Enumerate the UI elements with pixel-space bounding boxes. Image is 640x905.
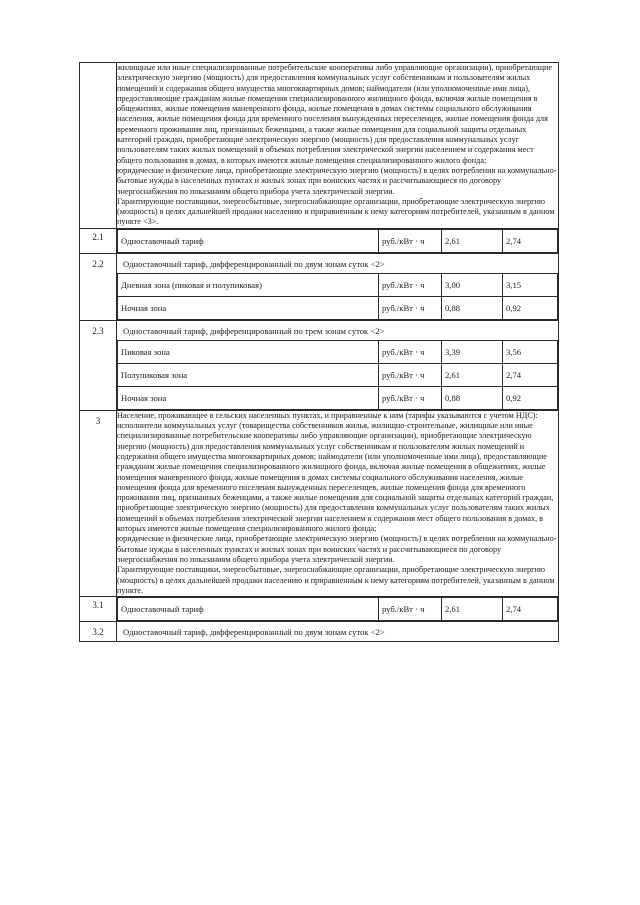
tariff-group-title: Одноставочный тариф, дифференцированный по трем зонам суток <2> — [123, 325, 385, 336]
unit-label: руб./кВт · ч — [379, 363, 442, 386]
tariff-value-1: 2,61 — [442, 363, 503, 386]
paragraph: Население, проживающее в сельских населенных пунктах, и приравненные к ним (тарифы указываются с учетом НДС): — [117, 410, 538, 420]
tariff-label: Одноставочный тариф — [118, 229, 379, 252]
row-number: 2.3 — [80, 320, 117, 410]
zone-label: Полупиковая зона — [118, 363, 379, 386]
row-number: 2.2 — [80, 253, 117, 320]
zone-label: Дневная зона (пиковая и полупиковая) — [118, 273, 379, 296]
row-2-3 — [80, 320, 559, 410]
unit-label: руб./кВт · ч — [379, 386, 442, 409]
row-2-3-content — [117, 320, 559, 410]
tariff-value-1: 3,00 — [442, 273, 503, 296]
row-number: 3 — [80, 410, 117, 596]
table-row — [118, 340, 558, 363]
paragraph: юридические и физические лица, приобретающие электрическую энергию (мощность) в целях потребления на коммунально-бытовые нужды в населенных пунктах и жилых зонах при воинских частях и рассчитывающиеся по договору энергоснабжения по показаниям общего прибора учета электрической энергии. — [117, 534, 557, 564]
row-2-1 — [80, 228, 559, 253]
paragraph: Гарантирующие поставщики, энергосбытовые, энергоснабжающие организации, приобретающие электрическую энергию (мощность) в целях дальнейшей продажи населению и приравненным к нему категориям потребителей, указанным в данном пункте <3>. — [117, 196, 555, 227]
zone-label: Пиковая зона — [118, 340, 379, 363]
tariff-value-2: 0,92 — [503, 296, 558, 319]
section3-text — [117, 410, 559, 596]
unit-label: руб./кВт · ч — [379, 229, 442, 252]
tariff-value-1: 2,61 — [442, 598, 503, 621]
unit-label: руб./кВт · ч — [379, 296, 442, 319]
row-3-2 — [80, 622, 559, 642]
row-number-empty — [80, 63, 117, 229]
section2-text — [117, 63, 559, 229]
row-3-1 — [80, 597, 559, 622]
zone-label: Ночная зона — [118, 296, 379, 319]
section3-row — [80, 410, 559, 596]
tariff-value-2: 3,15 — [503, 273, 558, 296]
tariff-value-2: 2,74 — [503, 363, 558, 386]
unit-label: руб./кВт · ч — [379, 273, 442, 296]
tariff-value-1: 0,88 — [442, 296, 503, 319]
tariff-value-2: 2,74 — [503, 598, 558, 621]
tariff-group-title: Одноставочный тариф, дифференцированный по двум зонам суток <2> — [123, 258, 385, 269]
row-number: 3.1 — [80, 597, 117, 622]
row-3-2-content — [117, 622, 559, 642]
paragraph: юридические и физические лица, приобретающие электрическую энергию (мощность) в целях потребления на коммунально-бытовые нужды в населенных пунктах и жилых зонах при воинских частях и рассчитывающиеся по договору энергоснабжения по показаниям общего прибора учета электрической энергии. — [117, 165, 557, 196]
tariff-value-2: 2,74 — [503, 229, 558, 252]
paragraph: исполнители коммунальных услуг (товарищества собственников жилья, жилищно-строительные, жилищные или иные специализированные потребительские кооперативы либо управляющие организации), приобретающие электрическую энергию (мощность) для предоставления коммунальных услуг собственникам и пользователям жилых помещений и содержания общего имущества многоквартирных домов; наймодатели (или уполномоченные ими лица), предоставляющие гражданам жилые помещения специализированного жилищного фонда, включая жилые помещения в общежитиях, жилые помещения маневренного фонда, жилые помещения в домах системы социального обслуживания населения, жилые помещения фонда для временного поселения вынужденных переселенцев, жилые помещения фонда для временного проживания лиц, признанных беженцами, а также жилые помещения для социальной защиты отдельных категорий граждан, приобретающие электрическую энергию (мощность) для предоставления коммунальных услуг пользователям таких жилых помещений в объемах потребления электрической энергии населением и содержания мест общего пользования в домах, в которых имеются жилые помещения специализированного жилого фонда; — [117, 421, 554, 534]
section2-continuation-row — [80, 63, 559, 229]
row-number: 2.1 — [80, 228, 117, 253]
unit-label: руб./кВт · ч — [379, 340, 442, 363]
row-2-1-content — [117, 228, 559, 253]
row-2-2 — [80, 253, 559, 320]
zone-label: Ночная зона — [118, 386, 379, 409]
table-row — [118, 296, 558, 319]
tariff-value-1: 0,88 — [442, 386, 503, 409]
table-row — [118, 386, 558, 409]
tariff-value-2: 3,56 — [503, 340, 558, 363]
paragraph: Гарантирующие поставщики, энергосбытовые, энергоснабжающие организации, приобретающие электрическую энергию (мощность) в целях дальнейшей продажи населению и приравненным к нему категориям потребителей, указанным в данном пункте. — [117, 565, 555, 595]
tariff-label: Одноставочный тариф — [118, 598, 379, 621]
table-row — [118, 273, 558, 296]
unit-label: руб./кВт · ч — [379, 598, 442, 621]
row-3-1-content — [117, 597, 559, 622]
row-2-2-content — [117, 253, 559, 320]
tariff-group-title: Одноставочный тариф, дифференцированный по двум зонам суток <2> — [123, 627, 385, 638]
paragraph: жилищные или иные специализированные потребительские кооперативы либо управляющие организации), приобретающие электрическую энергию (мощность) для предоставления коммунальных услуг собственникам и пользователям жилых помещений и содержания общего имущества многоквартирных домов; наймодатели (или уполномоченные ими лица), предоставляющие гражданам жилые помещения специализированного жилищного фонда, включая жилые помещения в общежитиях, жилые помещения маневренного фонда, жилые помещения в домах системы социального обслуживания населения, жилые помещения фонда для временного поселения вынужденных переселенцев, жилые помещения фонда для временного проживания лиц, признанных беженцами, а также жилые помещения для социальной защиты отдельных категорий граждан, приобретающие электрическую энергию (мощность) для предоставления коммунальных услуг пользователям таких жилых помещений в объемах потребления электрической энергии населением и содержания мест общего пользования в домах, в которых имеются жилые помещения специализированного жилого фонда; — [117, 63, 553, 165]
table-row — [118, 363, 558, 386]
tariff-value-1: 2,61 — [442, 229, 503, 252]
row-number: 3.2 — [80, 622, 117, 642]
tariff-table — [79, 62, 559, 642]
tariff-value-2: 0,92 — [503, 386, 558, 409]
tariff-value-1: 3,39 — [442, 340, 503, 363]
